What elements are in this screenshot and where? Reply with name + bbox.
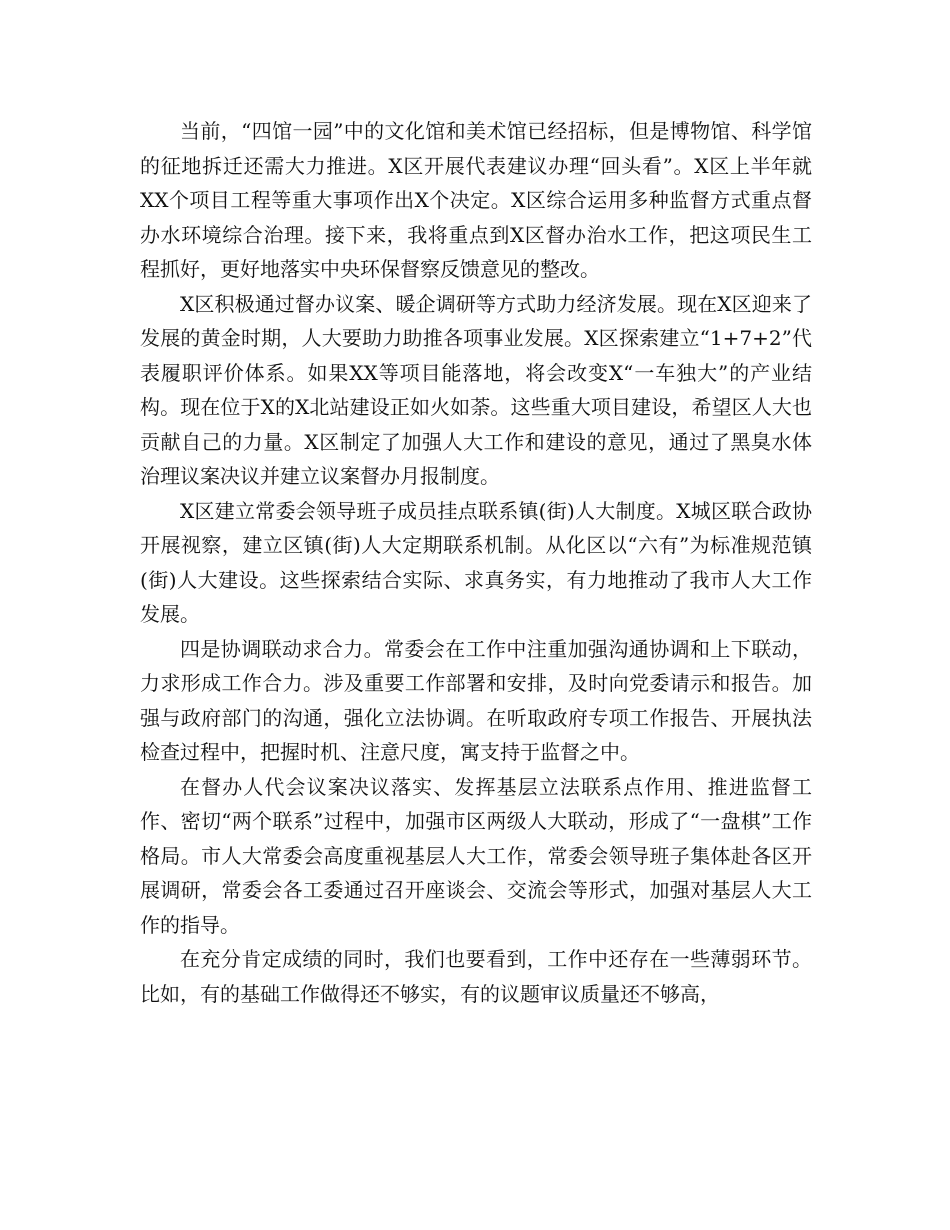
paragraph: 当前，“四馆一园”中的文化馆和美术馆已经招标，但是博物馆、科学馆的征地拆迁还需大力推进。X区开展代表建议办理“回头看”。X区上半年就XX个项目工程等重大事项作出X个决定。X区综合运用多种监督方式重点督办水环境综合治理。接下来，我将重点到X区督办治水工作，把这项民生工程抓好，更好地落实中央环保督察反馈意见的整改。 xyxy=(140,119,812,281)
paragraph: 四是协调联动求合力。常委会在工作中注重加强沟通协调和上下联动，力求形成工作合力。涉及重要工作部署和安排，及时向党委请示和报告。加强与政府部门的沟通，强化立法协调。在听取政府专项工作报告、开展执法检查过程中，把握时机、注意尺度，寓支持于监督之中。 xyxy=(140,636,812,764)
paragraph: 在充分肯定成绩的同时，我们也要看到，工作中还存在一些薄弱环节。比如，有的基础工作做得还不够实，有的议题审议质量还不够高， xyxy=(140,947,812,1006)
paragraph: X区建立常委会领导班子成员挂点联系镇(街)人大制度。X城区联合政协开展视察，建立区镇(街)人大定期联系机制。从化区以“六有”为标准规范镇(街)人大建设。这些探索结合实际、求真务实，有力地推动了我市人大工作发展。 xyxy=(140,498,812,626)
paragraph: 在督办人代会议案决议落实、发挥基层立法联系点作用、推进监督工作、密切“两个联系”过程中，加强市区两级人大联动，形成了“一盘棋”工作格局。市人大常委会高度重视基层人大工作，常委会领导班子集体赴各区开展调研，常委会各工委通过召开座谈会、交流会等形式，加强对基层人大工作的指导。 xyxy=(140,774,812,937)
paragraph: X区积极通过督办议案、暖企调研等方式助力经济发展。现在X区迎来了发展的黄金时期，人大要助力助推各项事业发展。X区探索建立“1+7+2”代表履职评价体系。如果XX等项目能落地，将会改变X“一车独大”的产业结构。现在位于X的X北站建设正如火如荼。这些重大项目建设，希望区人大也贡献自己的力量。X区制定了加强人大工作和建设的意见，通过了黑臭水体治理议案决议并建立议案督办月报制度。 xyxy=(140,291,812,488)
document-body xyxy=(140,114,812,1011)
